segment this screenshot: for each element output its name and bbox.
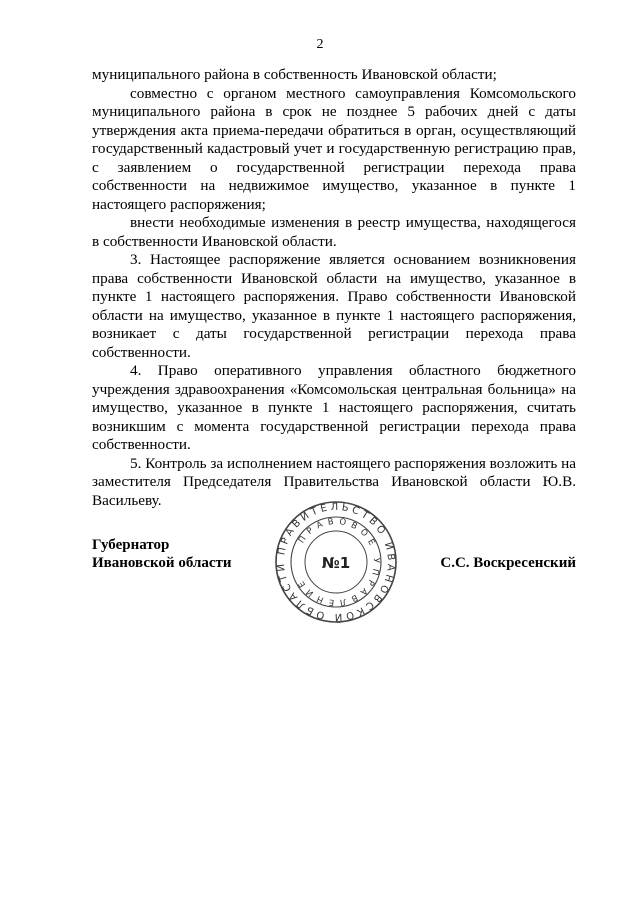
paragraph-registry-changes: внести необходимые изменения в реестр имущества, находящегося в собственности Ивановской области. bbox=[92, 214, 576, 250]
signatory-title bbox=[92, 536, 232, 572]
signatory-name: С.С. Воскресенский bbox=[440, 555, 576, 571]
document-body bbox=[92, 66, 576, 510]
seal-center-number: №1 bbox=[321, 554, 351, 572]
signatory-title-line-1: Губернатор bbox=[92, 537, 170, 553]
paragraph-item-5: 5. Контроль за исполнением настоящего распоряжения возложить на заместителя Председателя Правительства Ивановской области Ю.В. Васильеву. bbox=[92, 454, 576, 509]
paragraph-continuation: муниципального района в собственность Ивановской области; bbox=[92, 66, 497, 83]
official-seal bbox=[274, 500, 398, 624]
paragraph-item-3: 3. Настоящее распоряжение является основанием возникновения права собственности Ивановской области на имущество, указанное в пункте 1 настоящего распоряжения. Право собственности Ивановской области на имущество, указанное в пункте 1 настоящего распоряжения, возникает с даты государственной регистрации перехода права собственности. bbox=[92, 251, 576, 361]
seal-outer-text: ПРАВИТЕЛЬСТВО ИВАНОВСКОЙ ОБЛАСТИ bbox=[275, 501, 397, 623]
paragraph-registration: совместно с органом местного самоуправления Комсомольского муниципального района в срок не позднее 5 рабочих дней с даты утверждения акта приема-передачи обратиться в орган, осуществляющий государственный кадастровый учет и государственную регистрацию прав, с заявлением о государственной регистрации перехода права собственности на недвижимое имущество, указанное в пункте 1 настоящего распоряжения; bbox=[92, 84, 576, 213]
signatory-title-line-2: Ивановской области bbox=[92, 555, 232, 571]
page-number: 2 bbox=[316, 37, 324, 52]
paragraph-item-4: 4. Право оперативного управления областного бюджетного учреждения здравоохранения «Комсомольская центральная больница» на имущество, указанное в пункте 1 настоящего распоряжения, считать возникшим с момента государственной регистрации перехода права собственности. bbox=[92, 362, 576, 453]
seal-inner-text: ПРАВОВОЕ УПРАВЛЕНИЕ bbox=[296, 517, 382, 608]
